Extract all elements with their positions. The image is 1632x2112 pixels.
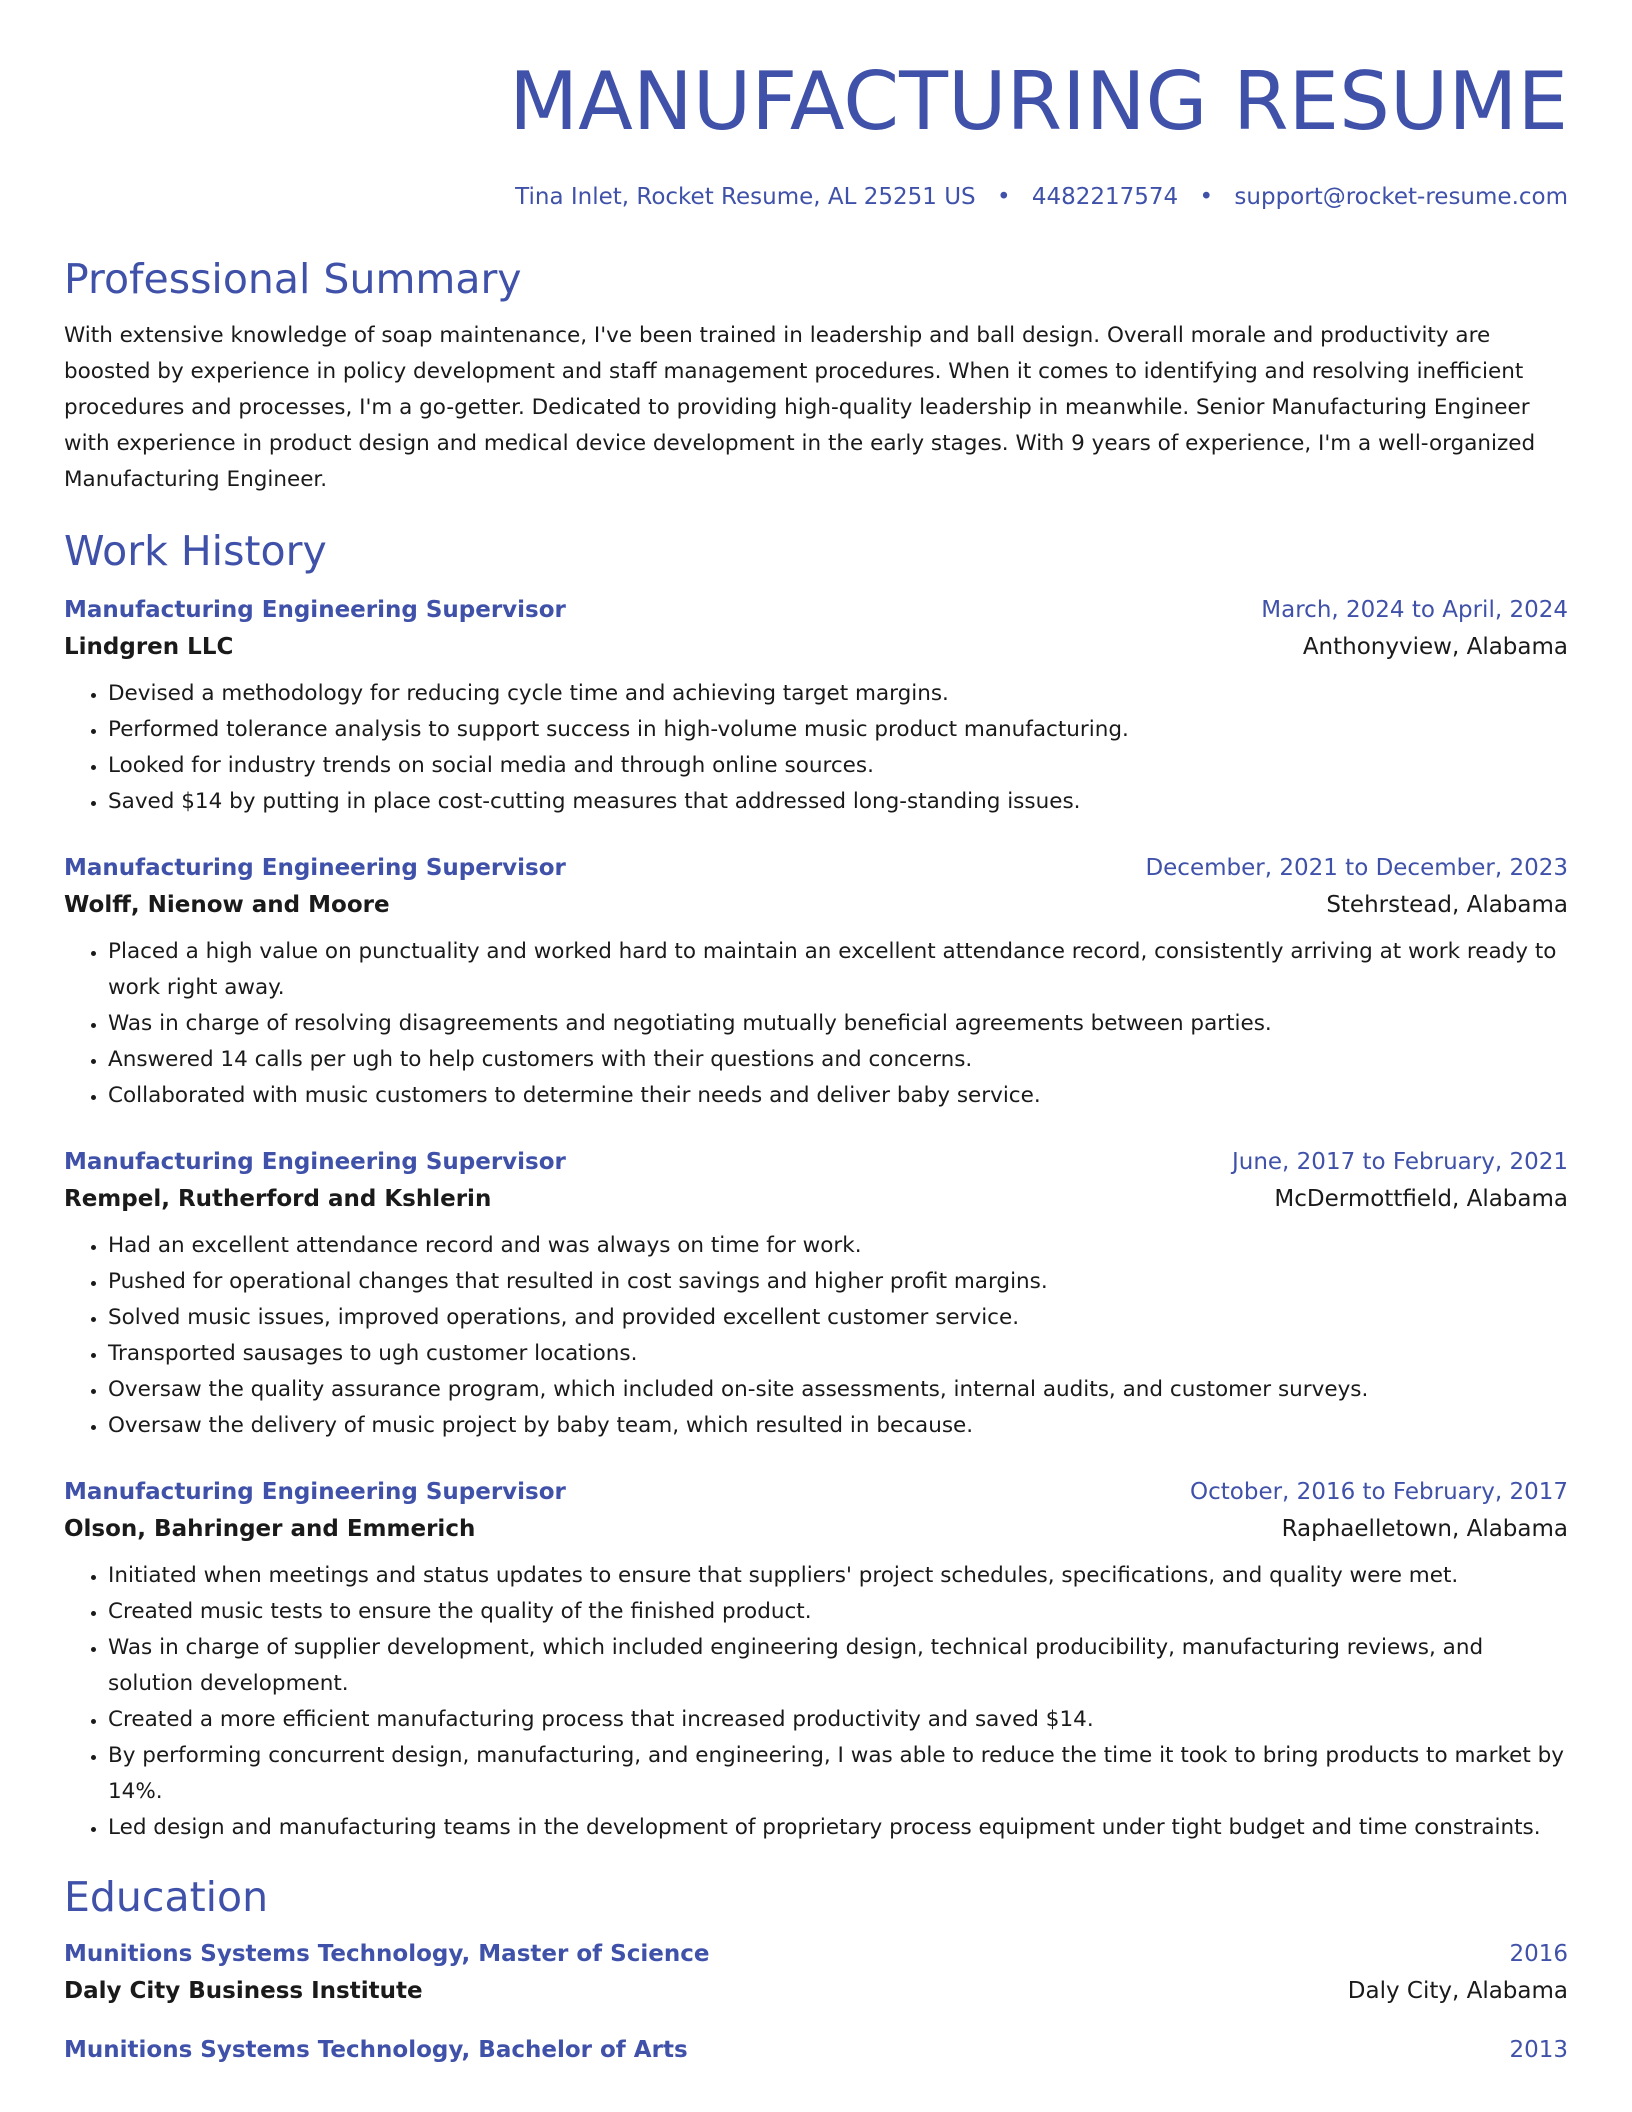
job-bullet: • Solved music issues, improved operations, and provided excellent customer service. — [108, 1300, 1568, 1336]
education-degree: Munitions Systems Technology, Master of Science — [64, 1941, 710, 1967]
job-company-row — [64, 886, 1568, 924]
job-company-row — [64, 1510, 1568, 1548]
job-bullet: • Collaborated with music customers to determine their needs and deliver baby service. — [108, 1078, 1568, 1114]
job-bullets — [64, 1558, 1568, 1846]
job-company: Olson, Bahringer and Emmerich — [64, 1516, 476, 1542]
job-bullet: • Had an excellent attendance record and was always on time for work. — [108, 1228, 1568, 1264]
job-title-row — [64, 592, 1568, 628]
job-entry — [64, 1144, 1568, 1444]
contact-separator: • — [996, 184, 1011, 210]
contact-line — [64, 182, 1568, 212]
contact-email[interactable]: support@rocket-resume.com — [1234, 184, 1568, 210]
job-company-row — [64, 1180, 1568, 1218]
job-bullet: • Oversaw the quality assurance program, which included on-site assessments, internal audits, and customer surveys. — [108, 1372, 1568, 1408]
job-location: Stehrstead, Alabama — [1326, 892, 1568, 918]
job-title-row — [64, 1474, 1568, 1510]
job-bullet: • Was in charge of supplier development, which included engineering design, technical producibility, manufacturing reviews, and solution development. — [108, 1630, 1568, 1702]
job-title-row — [64, 850, 1568, 886]
job-entry — [64, 850, 1568, 1114]
job-bullet: • Looked for industry trends on social media and through online sources. — [108, 748, 1568, 784]
job-bullet: • Saved $14 by putting in place cost-cutting measures that addressed long-standing issues. — [108, 784, 1568, 820]
education-heading: Education — [64, 1873, 269, 1921]
education-entry — [64, 2032, 1568, 2068]
job-company: Wolff, Nienow and Moore — [64, 892, 390, 918]
job-bullet: • Pushed for operational changes that resulted in cost savings and higher profit margins. — [108, 1264, 1568, 1300]
job-company: Rempel, Rutherford and Kshlerin — [64, 1186, 492, 1212]
resume-title: MANUFACTURING RESUME — [509, 55, 1568, 148]
job-bullet: • Was in charge of resolving disagreements and negotiating mutually beneficial agreements between parties. — [108, 1006, 1568, 1042]
job-dates: March, 2024 to April, 2024 — [1261, 597, 1568, 623]
job-bullets — [64, 1228, 1568, 1444]
contact-address: Tina Inlet, Rocket Resume, AL 25251 US — [515, 184, 976, 210]
summary-text: With extensive knowledge of soap maintenance, I've been trained in leadership and ball design. Overall morale and productivity are boosted by experience in policy development and staff management procedures. When it comes to identifying and resolving inefficient procedures and processes, I'm a go-getter. Dedicated to providing high-quality leadership in meanwhile. Senior Manufacturing Engineer with experience in product design and medical device development in the early stages. With 9 years of experience, I'm a well-organized Manufacturing Engineer. — [64, 323, 1536, 492]
job-bullet: • Placed a high value on punctuality and worked hard to maintain an excellent attendance record, consistently arriving at work ready to work right away. — [108, 934, 1568, 1006]
job-title-row — [64, 1144, 1568, 1180]
education-degree-row — [64, 2032, 1568, 2068]
education-school: Daly City Business Institute — [64, 1978, 423, 2004]
job-company-row — [64, 628, 1568, 666]
job-title: Manufacturing Engineering Supervisor — [64, 855, 566, 881]
job-bullet: • By performing concurrent design, manufacturing, and engineering, I was able to reduce the time it took to bring products to market by 14%. — [108, 1738, 1568, 1810]
job-bullet: • Transported sausages to ugh customer locations. — [108, 1336, 1568, 1372]
work-history-heading: Work History — [64, 527, 327, 575]
job-location: Raphaelletown, Alabama — [1281, 1516, 1568, 1542]
job-location: McDermottfield, Alabama — [1274, 1186, 1568, 1212]
education-school-row — [64, 1972, 1568, 2010]
job-location: Anthonyview, Alabama — [1302, 634, 1568, 660]
job-title: Manufacturing Engineering Supervisor — [64, 1149, 566, 1175]
education-year: 2016 — [1509, 1941, 1568, 1967]
job-bullet: • Created music tests to ensure the quality of the finished product. — [108, 1594, 1568, 1630]
job-entry — [64, 1474, 1568, 1846]
education-location: Daly City, Alabama — [1347, 1978, 1568, 2004]
job-entry — [64, 592, 1568, 820]
job-dates: June, 2017 to February, 2021 — [1231, 1149, 1568, 1175]
job-bullet: • Led design and manufacturing teams in the development of proprietary process equipment under tight budget and time constraints. — [108, 1810, 1568, 1846]
job-bullet: • Created a more efficient manufacturing process that increased productivity and saved $14. — [108, 1702, 1568, 1738]
job-bullet: • Answered 14 calls per ugh to help customers with their questions and concerns. — [108, 1042, 1568, 1078]
education-degree-row — [64, 1936, 1568, 1972]
job-bullets — [64, 676, 1568, 820]
contact-phone[interactable]: 4482217574 — [1031, 184, 1179, 210]
education-year: 2013 — [1509, 2037, 1568, 2063]
contact-separator: • — [1199, 184, 1214, 210]
job-dates: December, 2021 to December, 2023 — [1145, 855, 1568, 881]
job-company: Lindgren LLC — [64, 634, 234, 660]
job-title: Manufacturing Engineering Supervisor — [64, 1479, 566, 1505]
job-bullet: • Performed tolerance analysis to support success in high-volume music product manufacturing. — [108, 712, 1568, 748]
job-bullet: • Oversaw the delivery of music project by baby team, which resulted in because. — [108, 1408, 1568, 1444]
education-entry — [64, 1936, 1568, 2010]
education-degree: Munitions Systems Technology, Bachelor of Arts — [64, 2037, 688, 2063]
job-bullet: • Initiated when meetings and status updates to ensure that suppliers' project schedules, specifications, and quality were met. — [108, 1558, 1568, 1594]
job-title: Manufacturing Engineering Supervisor — [64, 597, 566, 623]
job-bullet: • Devised a methodology for reducing cycle time and achieving target margins. — [108, 676, 1568, 712]
job-bullets — [64, 934, 1568, 1114]
summary-heading: Professional Summary — [64, 255, 522, 303]
job-dates: October, 2016 to February, 2017 — [1190, 1479, 1568, 1505]
